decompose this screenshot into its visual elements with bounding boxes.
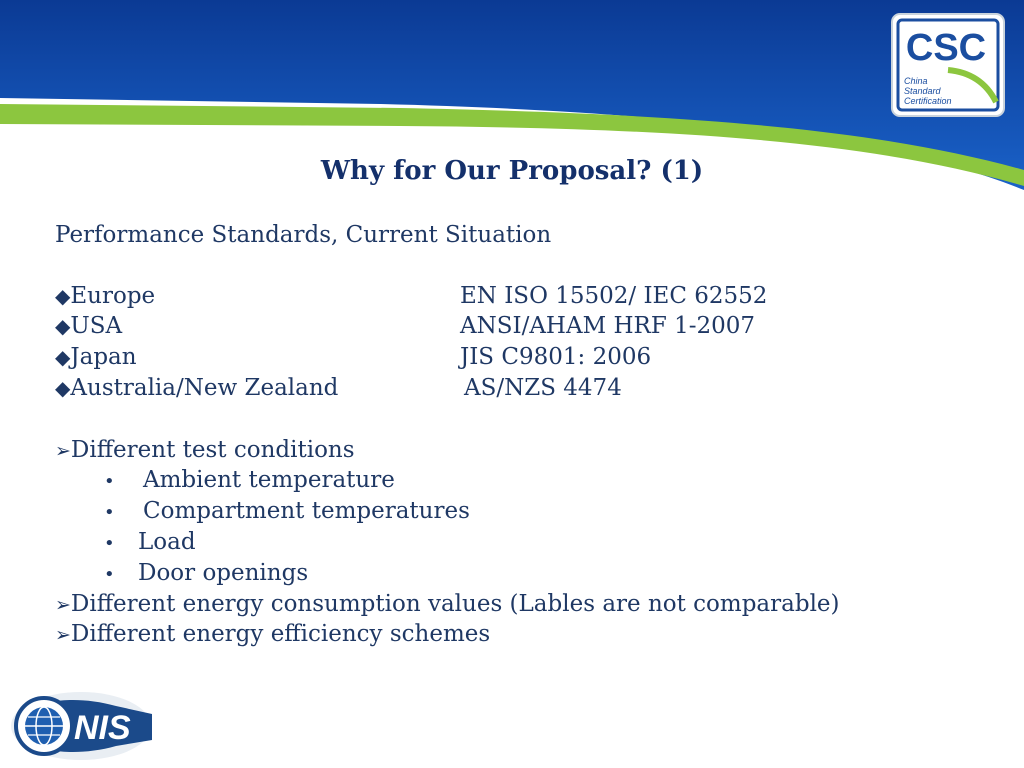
sub-point-item	[104, 498, 115, 524]
cnis-logo	[6, 684, 156, 764]
sub-point-item	[104, 467, 115, 493]
region-name: Japan	[70, 344, 137, 370]
region-standard: JIS C9801: 2006	[460, 344, 652, 370]
sub-point-text: Door openings	[138, 560, 309, 586]
diamond-bullet-icon: ◆	[55, 314, 71, 338]
region-name: Europe	[70, 283, 156, 309]
csc-logo	[890, 12, 1006, 118]
point-energy-consumption	[55, 591, 840, 617]
diamond-bullet-icon: ◆	[55, 345, 71, 369]
diamond-bullet-icon: ◆	[55, 376, 71, 400]
arrow-bullet-icon: ➢	[55, 594, 71, 616]
dot-bullet-icon: •	[104, 564, 115, 585]
region-standard: EN ISO 15502/ IEC 62552	[460, 283, 768, 309]
sub-point-item	[104, 529, 115, 555]
dot-bullet-icon: •	[104, 533, 115, 554]
sub-point-text: Load	[138, 529, 196, 555]
region-item-europe	[55, 283, 155, 309]
dot-bullet-icon: •	[104, 471, 115, 492]
csc-logo-line2: Standard	[904, 86, 941, 96]
region-standard: ANSI/AHAM HRF 1-2007	[460, 313, 756, 339]
csc-logo-abbr: CSC	[905, 27, 987, 69]
dot-bullet-icon: •	[104, 502, 115, 523]
point-test-conditions	[55, 437, 355, 463]
slide-subtitle: Performance Standards, Current Situation	[55, 222, 552, 248]
region-standard: AS/NZS 4474	[464, 375, 622, 401]
arrow-bullet-icon: ➢	[55, 440, 71, 462]
region-item-usa	[55, 313, 122, 339]
region-item-japan	[55, 344, 137, 370]
diamond-bullet-icon: ◆	[55, 284, 71, 308]
csc-logo-line1: China	[904, 76, 928, 86]
region-item-australia-new-zealand	[55, 375, 338, 401]
point-efficiency-schemes	[55, 621, 490, 647]
point-text: Different test conditions	[70, 437, 355, 463]
sub-point-item	[104, 560, 115, 586]
point-text: Different energy efficiency schemes	[70, 621, 491, 647]
slide-title: Why for Our Proposal? (1)	[320, 156, 704, 186]
cnis-logo-text: NIS	[74, 709, 131, 747]
csc-logo-line3: Certification	[904, 96, 952, 106]
region-name: Australia/New Zealand	[70, 375, 339, 401]
point-text: Different energy consumption values (Lables are not comparable)	[70, 591, 840, 617]
sub-point-text: Ambient temperature	[143, 467, 395, 493]
sub-point-text: Compartment temperatures	[143, 498, 470, 524]
region-name: USA	[70, 313, 123, 339]
arrow-bullet-icon: ➢	[55, 624, 71, 646]
